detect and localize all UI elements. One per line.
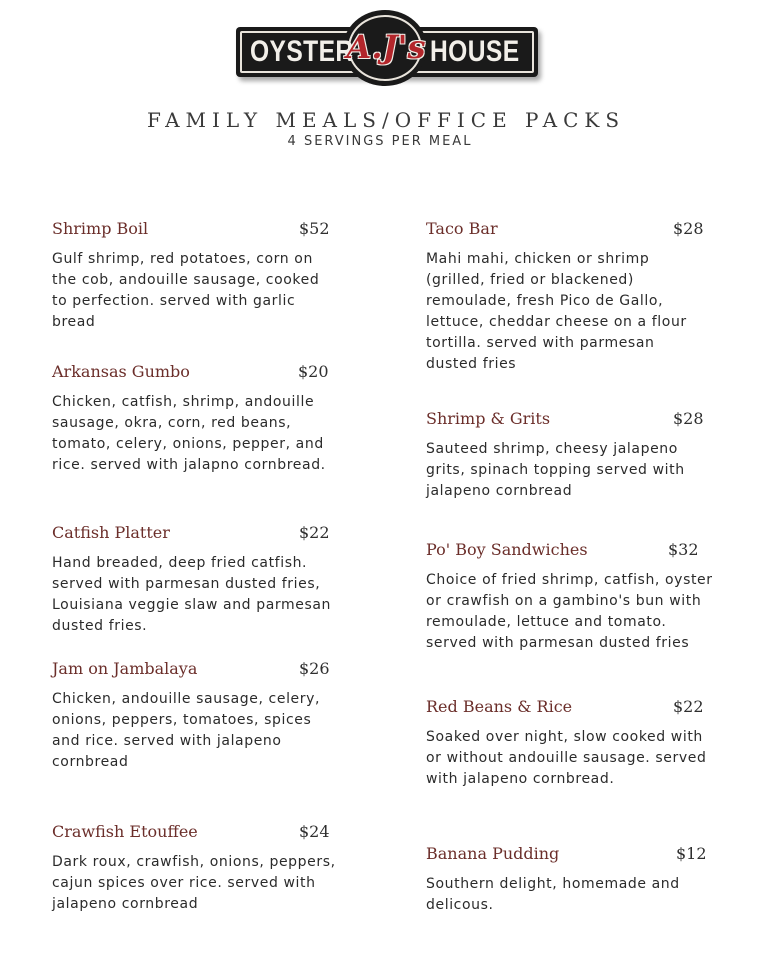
menu-item-name: Shrimp & Grits	[426, 409, 551, 428]
menu-item-price: $52	[299, 219, 330, 238]
menu-item-description: Mahi mahi, chicken or shrimp (grilled, fried or blackened) remoulade, fresh Pico de Gallo, lettuce, cheddar cheese on a flour tortilla. served with parmesan dusted fries	[426, 251, 687, 372]
menu-item-name: Jam on Jambalaya	[52, 659, 198, 678]
menu-item-name: Banana Pudding	[426, 844, 560, 863]
menu-item-description: Gulf shrimp, red potatoes, corn on the cob, andouille sausage, cooked to perfection. served with garlic bread	[52, 251, 320, 330]
logo-word-left: OYSTER	[250, 35, 354, 68]
logo-word-right: HOUSE	[430, 35, 520, 68]
menu-item-name: Shrimp Boil	[52, 219, 149, 238]
menu-item-description: Southern delight, homemade and delicous.	[426, 876, 680, 913]
menu-item-name: Taco Bar	[426, 219, 498, 238]
menu-item-name: Arkansas Gumbo	[52, 362, 190, 381]
logo-script: A.J's	[346, 28, 426, 66]
menu-item-description: Dark roux, crawfish, onions, peppers, cajun spices over rice. served with jalapeno cornbread	[52, 854, 336, 912]
menu-item-description: Hand breaded, deep fried catfish. served with parmesan dusted fries, Louisiana veggie slaw and parmesan dusted fries.	[52, 555, 331, 634]
menu-item-price: $32	[668, 540, 699, 559]
menu-item-price: $28	[673, 219, 704, 238]
menu-item-name: Red Beans & Rice	[426, 697, 573, 716]
menu-item-name: Po' Boy Sandwiches	[426, 540, 588, 559]
page-title: FAMILY MEALS/OFFICE PACKS	[146, 108, 626, 132]
menu-item-price: $22	[299, 523, 330, 542]
menu-item-description: Soaked over night, slow cooked with or without andouille sausage. served with jalapeno cornbread.	[426, 729, 707, 787]
menu-item-price: $20	[298, 362, 329, 381]
menu-item-price: $26	[299, 659, 330, 678]
menu-item-name: Catfish Platter	[52, 523, 170, 542]
menu-item-price: $28	[673, 409, 704, 428]
menu-item-name: Crawfish Etouffee	[52, 822, 198, 841]
menu-item-price: $24	[299, 822, 330, 841]
menu-item-description: Chicken, andouille sausage, celery, onions, peppers, tomatoes, spices and rice. served with jalapeno cornbread	[52, 691, 321, 770]
restaurant-logo	[236, 10, 538, 86]
menu-item-description: Choice of fried shrimp, catfish, oyster or crawfish on a gambino's bun with remoulade, lettuce and tomato. served with parmesan dusted fries	[426, 572, 713, 651]
menu-item-price: $22	[673, 697, 704, 716]
menu-item-description: Chicken, catfish, shrimp, andouille sausage, okra, corn, red beans, tomato, celery, onions, pepper, and rice. served with jalapno cornbread.	[52, 394, 326, 473]
menu-item-price: $12	[676, 844, 707, 863]
menu-item-description: Sauteed shrimp, cheesy jalapeno grits, spinach topping served with jalapeno cornbread	[426, 441, 685, 499]
page-subtitle: 4 SERVINGS PER MEAL	[287, 134, 473, 149]
